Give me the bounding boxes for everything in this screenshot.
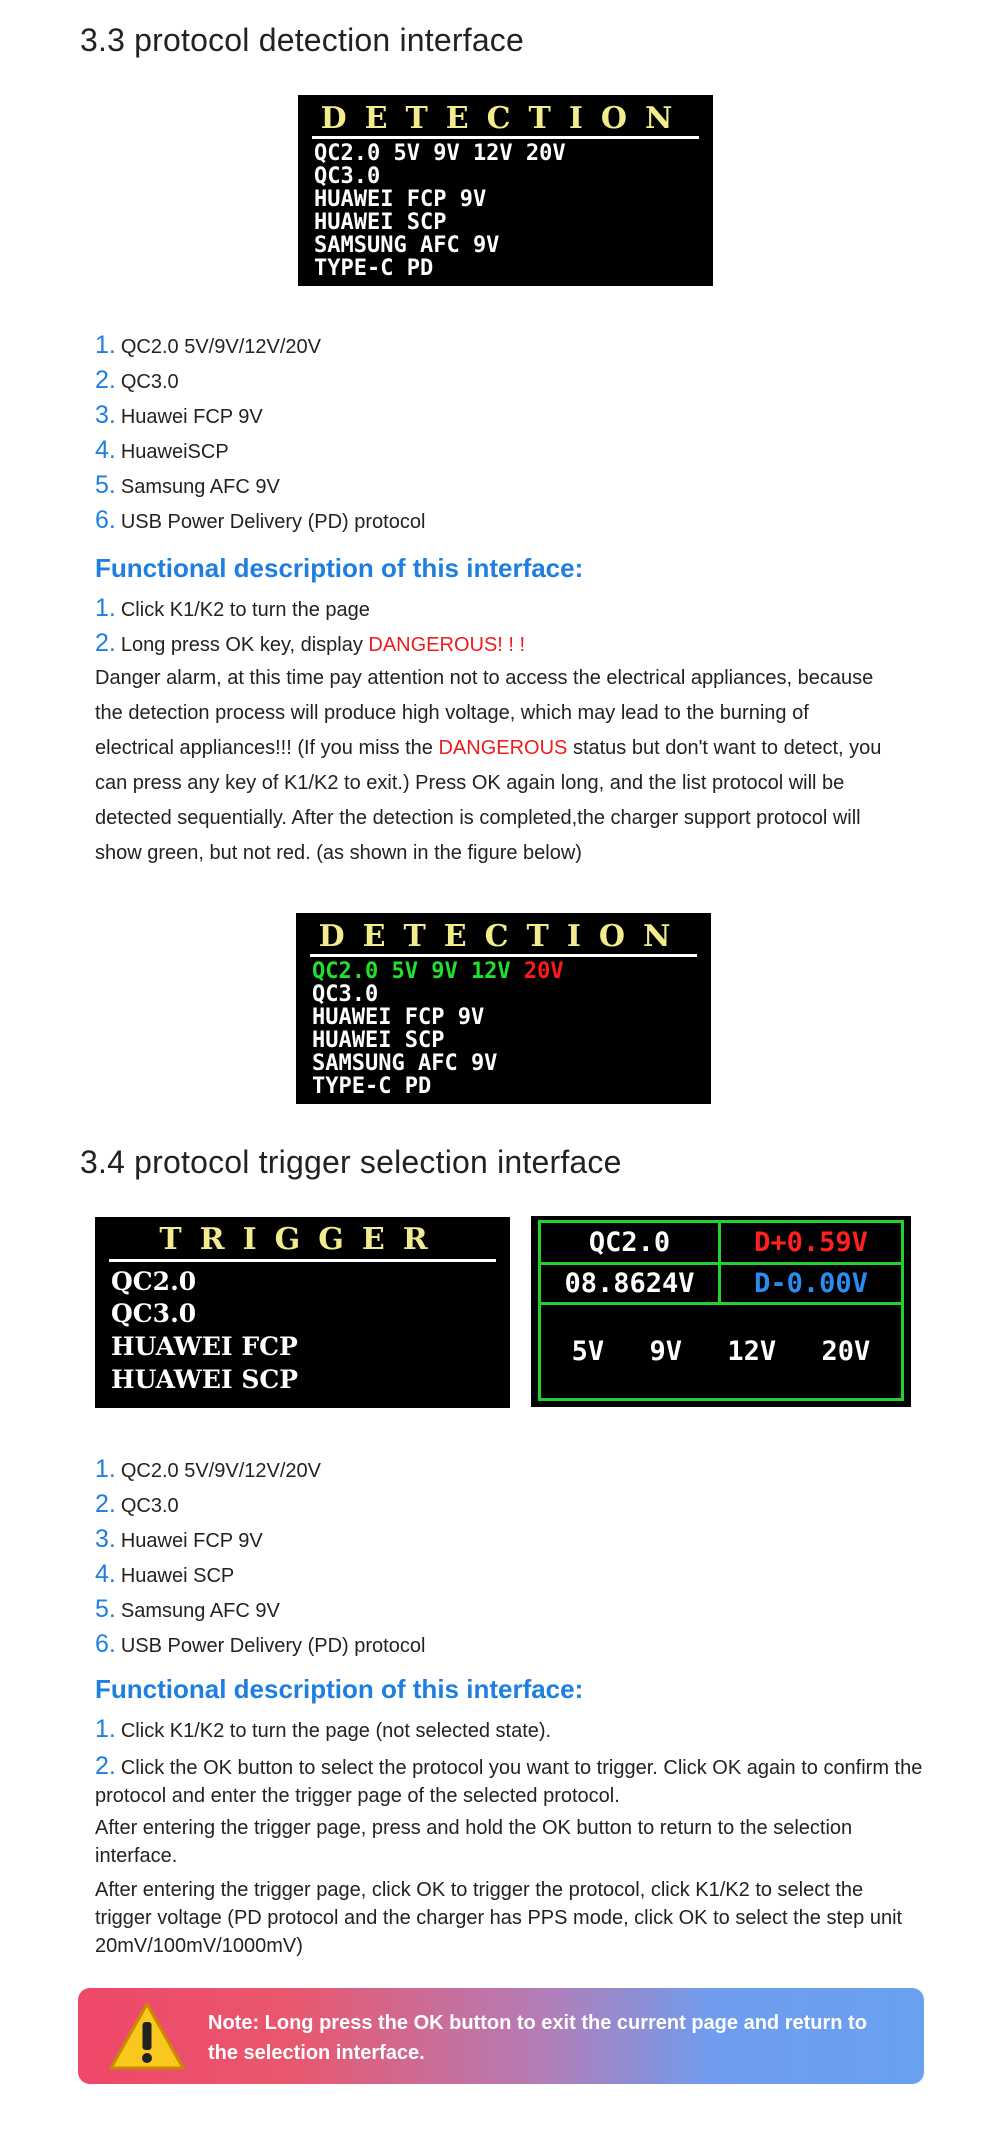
- lcd-divider: [310, 954, 697, 957]
- list-number: 4.: [95, 1560, 116, 1588]
- func-item-2: [95, 1752, 925, 1810]
- list-text: QC3.0: [120, 1495, 179, 1517]
- lcd-title: DETECTION: [320, 101, 691, 136]
- list-item: [95, 503, 425, 538]
- dangerous-warning: DANGEROUS! ! !: [368, 634, 526, 656]
- voltage-option[interactable]: 12V: [727, 1336, 777, 1367]
- lcd-divider: [312, 136, 699, 139]
- protocol-cell: QC2.0: [538, 1220, 721, 1265]
- list-text: Huawei SCP: [120, 1565, 235, 1587]
- list-number: 2.: [95, 366, 116, 394]
- list-item: [95, 328, 425, 363]
- list-number: 4.: [95, 436, 116, 464]
- list-item: [95, 398, 425, 433]
- func-text: Click the OK button to select the protocol you want to trigger. Click OK again to confirm the protocol and enter the trigger page of the selected protocol.: [95, 1757, 923, 1807]
- warning-icon: [108, 2000, 186, 2072]
- list-item: [95, 1487, 425, 1522]
- list-number: 5.: [95, 1595, 116, 1623]
- list-text: Samsung AFC 9V: [120, 476, 280, 498]
- lcd-row: HUAWEI FCP 9V: [314, 187, 487, 212]
- list-item: [95, 1522, 425, 1557]
- func-item-1: [95, 1712, 551, 1749]
- lcd-row: HUAWEI FCP: [111, 1332, 298, 1361]
- list-item: [95, 1627, 425, 1662]
- list-number: 1.: [95, 1455, 116, 1483]
- list-item: [95, 1557, 425, 1592]
- list-number: 2.: [95, 629, 116, 657]
- lcd-row: HUAWEI FCP 9V: [312, 1005, 485, 1030]
- list-text: HuaweiSCP: [120, 441, 229, 463]
- lcd-row: SAMSUNG AFC 9V: [314, 233, 500, 258]
- list-text: Huawei FCP 9V: [120, 406, 263, 428]
- list-text: USB Power Delivery (PD) protocol: [120, 1635, 426, 1657]
- list-number: 1.: [95, 1715, 116, 1743]
- lcd-unsupported: 20V: [523, 959, 564, 984]
- dangerous-inline: DANGEROUS: [438, 737, 568, 759]
- list-text: USB Power Delivery (PD) protocol: [120, 511, 426, 533]
- lcd-row: QC2.0: [111, 1267, 197, 1296]
- func-text: Long press OK key, display: [120, 634, 369, 656]
- list-number: 5.: [95, 471, 116, 499]
- func-item-2: [95, 626, 525, 663]
- list-number: 2.: [95, 1752, 116, 1780]
- list-text: QC3.0: [120, 371, 179, 393]
- list-text: Huawei FCP 9V: [120, 1530, 263, 1552]
- d-minus-cell: D-0.00V: [718, 1262, 904, 1305]
- list-number: 6.: [95, 1630, 116, 1658]
- lcd-row: QC3.0: [111, 1299, 197, 1328]
- list-text: QC2.0 5V/9V/12V/20V: [120, 336, 321, 358]
- voltage-option[interactable]: 20V: [821, 1336, 871, 1367]
- functional-heading: Functional description of this interface:: [95, 1674, 584, 1704]
- func-paragraph-2: After entering the trigger page, click OK to trigger the protocol, click K1/K2 to select the trigger voltage (PD protocol and the charger has PPS mode, click OK to select the step unit 20mV/100mV/1000mV): [95, 1879, 903, 1957]
- danger-paragraph: [95, 661, 885, 871]
- lcd-row: [312, 959, 564, 984]
- voltage-cell: 08.8624V: [538, 1262, 721, 1305]
- lcd-row: QC3.0: [314, 164, 381, 189]
- list-number: 2.: [95, 1490, 116, 1518]
- list-item: [95, 468, 425, 503]
- list-number: 3.: [95, 1525, 116, 1553]
- list-item: [95, 363, 425, 398]
- detection-lcd-1: [298, 95, 713, 286]
- protocol-list: [95, 328, 425, 538]
- paragraph-text: status but don't want to detect, you can press any key of K1/K2 to exit.) Press OK again long, and the list protocol will be detected sequentially. After the detection is completed,the charger support protocol will show green, but not red. (as shown in the figure below): [95, 737, 882, 864]
- qc-trigger-lcd: [531, 1216, 911, 1407]
- note-banner: [78, 1988, 924, 2084]
- list-item: [95, 1452, 425, 1487]
- func-item-1: [95, 591, 370, 628]
- note-text: Note: Long press the OK button to exit the current page and return to the selection interface.: [208, 2012, 867, 2064]
- list-text: QC2.0 5V/9V/12V/20V: [120, 1460, 321, 1482]
- lcd-row: QC2.0 5V 9V 12V 20V: [314, 141, 566, 166]
- section-34-heading: 3.4 protocol trigger selection interface: [80, 1144, 622, 1180]
- protocol-list: [95, 1452, 425, 1662]
- trigger-lcd: [95, 1217, 510, 1408]
- func-text: Click K1/K2 to turn the page (not selected state).: [120, 1720, 552, 1742]
- voltage-options: [538, 1302, 904, 1401]
- lcd-row: HUAWEI SCP: [312, 1028, 445, 1053]
- lcd-row: SAMSUNG AFC 9V: [312, 1051, 498, 1076]
- list-number: 6.: [95, 506, 116, 534]
- list-text: Samsung AFC 9V: [120, 1600, 280, 1622]
- d-plus-cell: D+0.59V: [718, 1220, 904, 1265]
- voltage-option[interactable]: 9V: [649, 1336, 683, 1367]
- lcd-divider: [109, 1259, 496, 1262]
- lcd-row: TYPE-C PD: [314, 256, 434, 281]
- list-number: 3.: [95, 401, 116, 429]
- paragraph-text: Danger alarm, at this time pay attention not to access the electrical appliances, because the detection process will produce high voltage, which may lead to the burning of electrical appliances!!! (If you miss the: [95, 667, 874, 759]
- lcd-supported: QC2.0 5V 9V 12V: [312, 959, 524, 984]
- voltage-option[interactable]: 5V: [571, 1336, 605, 1367]
- list-item: [95, 433, 425, 468]
- list-number: 1.: [95, 594, 116, 622]
- lcd-row: TYPE-C PD: [312, 1074, 432, 1099]
- lcd-row: HUAWEI SCP: [111, 1365, 299, 1394]
- list-item: [95, 1592, 425, 1627]
- functional-heading: Functional description of this interface:: [95, 553, 584, 583]
- list-number: 1.: [95, 331, 116, 359]
- lcd-row: QC3.0: [312, 982, 379, 1007]
- lcd-row: HUAWEI SCP: [314, 210, 447, 235]
- lcd-title: TRIGGER: [159, 1222, 446, 1257]
- lcd-title: DETECTION: [318, 919, 689, 954]
- func-text: Click K1/K2 to turn the page: [120, 599, 370, 621]
- section-33-heading: 3.3 protocol detection interface: [80, 22, 525, 58]
- func-paragraph-1: After entering the trigger page, press and hold the OK button to return to the selection interface.: [95, 1817, 853, 1867]
- detection-lcd-2: [296, 913, 711, 1104]
